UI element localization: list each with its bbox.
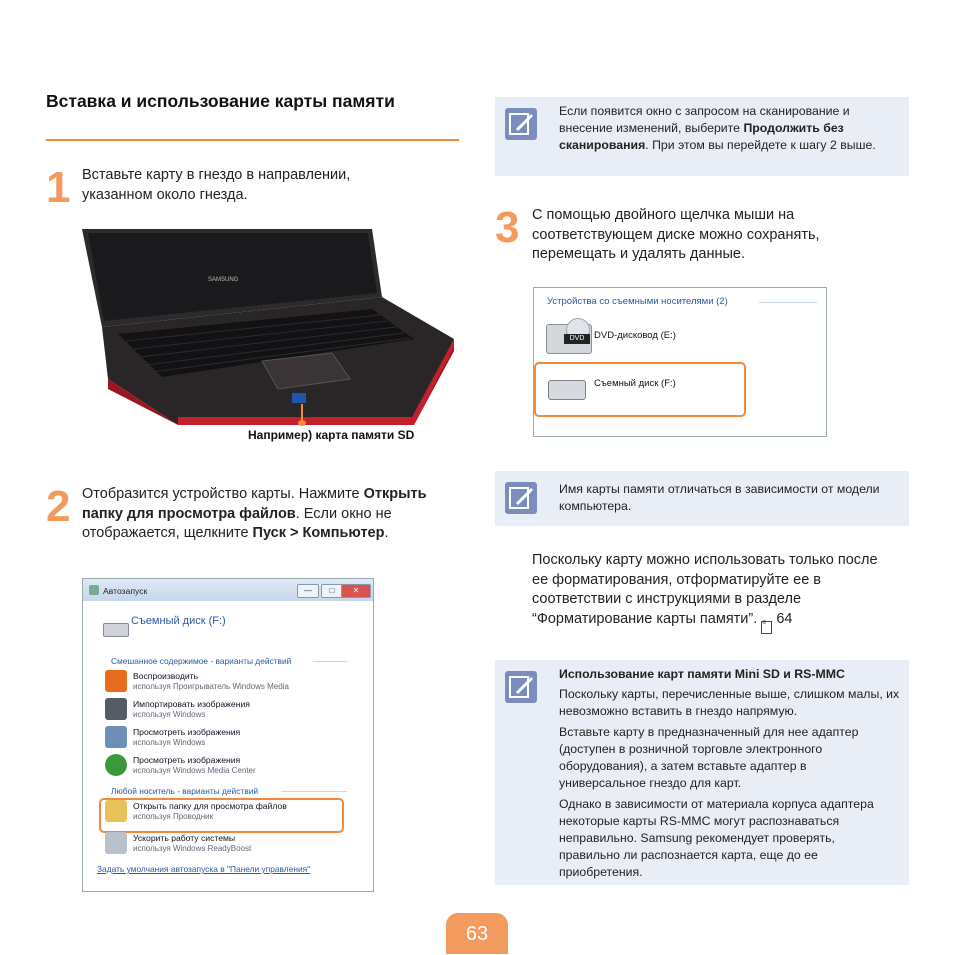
step-3-text: С помощью двойного щелчка мыши на соответствующем диске можно сохранять, перемещать и удалять данные. [532,207,820,262]
page-ref-icon: ≡ [761,621,772,634]
autoplay-section-mixed: Смешанное содержимое - варианты действий [111,656,292,666]
option-sublabel: используя Windows ReadyBoost [133,844,252,853]
section-title: Вставка и использование карты памяти [46,91,395,111]
autoplay-app-icon [89,585,99,595]
dvd-badge: DVD [564,334,590,344]
section-divider [313,661,347,662]
step-number-3: 3 [495,203,520,252]
autoplay-section-any-media: Любой носитель - варианты действий [111,786,259,796]
removable-drive-label: Съемный диск (F:) [594,378,676,389]
explorer-item-dvd[interactable] [544,318,804,356]
step-1-text: Вставьте карту в гнездо в направлении, указанном около гнезда. [82,167,351,203]
maximize-button[interactable]: □ [321,584,343,598]
note-pencil-icon [505,108,537,140]
laptop-caption: Например) карта памяти SD [248,428,415,442]
option-sublabel: используя Проводник [133,812,214,821]
autoplay-window [82,578,374,892]
note-card-name-text: Имя карты памяти отличаться в зависимости от модели компьютера. [559,482,880,513]
title-underline [46,139,459,141]
readyboost-icon [105,832,127,854]
autoplay-option-readyboost[interactable] [105,830,355,858]
option-sublabel: используя Windows [133,710,206,719]
page-number: 63 [446,913,508,954]
dvd-drive-label: DVD-дисковод (E:) [594,330,676,341]
autoplay-option-view-photos[interactable] [105,724,355,752]
note-box-mini-sd [495,660,909,885]
autoplay-defaults-link[interactable]: Задать умолчания автозапуска в "Панели управления" [97,864,311,874]
note-box-card-name [495,471,909,526]
windows-media-center-icon [105,754,127,776]
step-number-2: 2 [46,482,71,531]
option-label: Воспроизводить [133,671,199,681]
section-divider [281,791,347,792]
option-label: Ускорить работу системы [133,833,236,843]
option-label: Открыть папку для просмотра файлов [133,801,287,811]
highlight-removable-drive [534,362,746,417]
note-mini-sd-title: Использование карт памяти Mini SD и RS-MMC [559,667,845,681]
laptop-brand: SAMSUNG [208,277,239,283]
autoplay-option-play[interactable] [105,668,355,696]
autoplay-drive-name: Съемный диск (F:) [131,615,226,627]
media-player-icon [105,670,127,692]
format-paragraph: Поскольку карту можно использовать только после ее форматирования, отформатируйте ее в соответствии с инструкциями в разделе “Форматирование карты памяти”. ≡ 64 [532,551,882,634]
note-box-scan [495,97,909,176]
option-sublabel: используя Проигрыватель Windows Media [133,682,289,691]
note-pencil-icon [505,671,537,703]
autoplay-option-media-center[interactable] [105,752,355,780]
group-divider [759,302,817,303]
close-button[interactable]: ✕ [341,584,371,598]
explorer-group-label: Устройства со съемными носителями (2) [547,296,728,307]
option-label: Просмотреть изображения [133,727,241,737]
note-mini-sd-p1: Поскольку карты, перечисленные выше, слишком малы, их невозможно вставить в гнездо напрямую. [559,687,900,718]
page-ref-number[interactable]: 64 [776,610,793,627]
note-pencil-icon [505,482,537,514]
option-label: Просмотреть изображения [133,755,241,765]
step-2-text: Отобразится устройство карты. Нажмите Открыть папку для просмотра файлов. Если окно не отображается, щелкните Пуск > Компьютер. [82,486,427,541]
step-number-1: 1 [46,163,71,212]
note-mini-sd-p3: Однако в зависимости от материала корпуса адаптера некоторые карты RS-MMC могут распознаваться неправильно. Samsung рекомендует проверять, правильно ли распознается карта, еще до ее приобретения. [559,797,874,879]
laptop-image [82,229,454,425]
callout-dot [298,420,306,426]
photo-viewer-icon [105,726,127,748]
option-sublabel: используя Windows [133,738,206,747]
option-sublabel: используя Windows Media Center [133,766,256,775]
camera-icon [105,698,127,720]
minimize-button[interactable]: — [297,584,319,598]
highlight-open-folder [99,798,344,833]
option-label: Импортировать изображения [133,699,250,709]
removable-drive-icon [103,623,129,637]
autoplay-title: Автозапуск [103,586,148,596]
explorer-window [533,287,827,437]
note-scan-text: Если появится окно с запросом на сканирование и внесение изменений, выберите Продолжить без сканирования. При этом вы перейдете к шагу 2 выше. [559,104,876,152]
note-mini-sd-p2: Вставьте карту в предназначенный для нее адаптер (доступен в розничной торговле электронного оборудования), а затем вставьте адаптер в универсальное гнездо для карт. [559,725,859,790]
autoplay-option-import[interactable] [105,696,355,724]
